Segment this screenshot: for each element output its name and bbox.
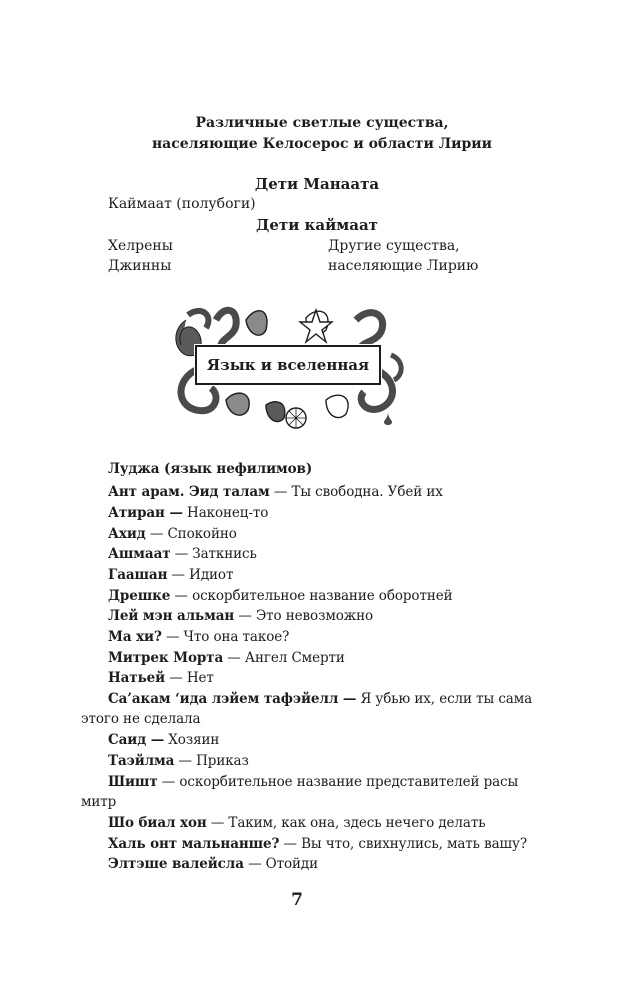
glossary-entry — [108, 565, 233, 586]
glossary-entry — [108, 606, 373, 627]
glossary-entry — [108, 730, 219, 751]
glossary-entry — [108, 482, 443, 503]
glossary-definition: — Приказ — [174, 753, 249, 769]
glossary-entry — [108, 772, 518, 793]
glossary-term: Саид — — [108, 732, 165, 748]
glossary-entry — [108, 834, 527, 855]
glossary-definition: — Это невозможно — [234, 608, 374, 624]
glossary-heading-text: Луджа (язык нефилимов) — [108, 461, 313, 477]
glossary-term: Ахид — [108, 526, 146, 542]
glossary-term: Шишт — [108, 774, 158, 790]
glossary-term: Элтэше валейсла — [108, 856, 244, 872]
intro-line-1: Различные светлые существа, — [195, 115, 449, 131]
glossary-term: Атиран — — [108, 505, 183, 521]
glossary-term: Лей мэн альман — [108, 608, 235, 624]
glossary-definition: — Отойди — [243, 856, 319, 872]
glossary-term: Митрек Морта — [108, 650, 224, 666]
glossary-term: Натьей — [108, 670, 166, 686]
section-title-children-of-kaimaat: Дети каймаат — [256, 216, 378, 234]
glossary-entry — [108, 627, 289, 648]
intro-line-2: населяющие Келосерос и области Лирии — [151, 136, 493, 152]
section2-left-item-1: Хелрены — [108, 238, 173, 254]
section2-right-item-2: населяющие Лирию — [328, 258, 479, 274]
section-banner — [195, 345, 381, 385]
page-number: 7 — [291, 890, 303, 910]
glossary-entry — [108, 751, 249, 772]
glossary-entry — [108, 544, 257, 565]
glossary-definition: этого не сделала — [81, 711, 201, 727]
glossary-term: Гаашан — [108, 567, 168, 583]
glossary-definition: — оскорбительное название представителей расы — [157, 774, 519, 790]
section1-item: Каймаат (полубоги) — [108, 196, 256, 212]
glossary-definition: — Ангел Смерти — [223, 650, 345, 666]
glossary-entry — [108, 813, 485, 834]
glossary-definition: — Ты свободна. Убей их — [269, 484, 443, 500]
glossary-definition: — оскорбительное название оборотней — [170, 588, 453, 604]
glossary-entry — [108, 854, 318, 875]
glossary-entry — [108, 503, 268, 524]
glossary-definition: — Идиот — [167, 567, 234, 583]
glossary-entry-continuation — [81, 709, 200, 730]
glossary-term: Ашмаат — [108, 546, 171, 562]
glossary-term: Халь онт мальнанше? — [108, 836, 280, 852]
glossary-term: Таэйлма — [108, 753, 175, 769]
glossary-definition: — Что она такое? — [161, 629, 290, 645]
glossary-entry — [108, 689, 532, 710]
glossary-entry — [108, 586, 453, 607]
banner-title: Язык и вселенная — [206, 356, 370, 374]
glossary-term: Ма хи? — [108, 629, 162, 645]
glossary-definition: Хозяин — [164, 732, 220, 748]
glossary-definition: Наконец-то — [182, 505, 269, 521]
section2-left-item-2: Джинны — [108, 258, 172, 274]
glossary-entry — [108, 648, 345, 669]
section-title-children-of-manaat: Дети Манаата — [254, 175, 380, 193]
glossary-term: Дрешке — [108, 588, 171, 604]
glossary-definition: — Нет — [165, 670, 214, 686]
glossary-definition: митр — [81, 794, 117, 810]
glossary-term: Шо биал хон — [108, 815, 207, 831]
glossary-definition: — Вы что, свихнулись, мать вашу? — [279, 836, 527, 852]
glossary-heading — [108, 459, 312, 480]
glossary-entry — [108, 524, 237, 545]
glossary-definition: — Спокойно — [145, 526, 237, 542]
glossary-definition: — Таким, как она, здесь нечего делать — [206, 815, 486, 831]
section2-right-item-1: Другие существа, — [328, 238, 460, 254]
glossary-definition: Я убью их, если ты сама — [356, 691, 533, 707]
glossary-entry-continuation — [81, 792, 116, 813]
glossary-entry — [108, 668, 214, 689]
glossary-term: Ант арам. Эид талам — [108, 484, 270, 500]
glossary-definition: — Заткнись — [170, 546, 257, 562]
glossary-term: Са’акам ‘ида лэйем тафэйелл — — [108, 691, 357, 707]
